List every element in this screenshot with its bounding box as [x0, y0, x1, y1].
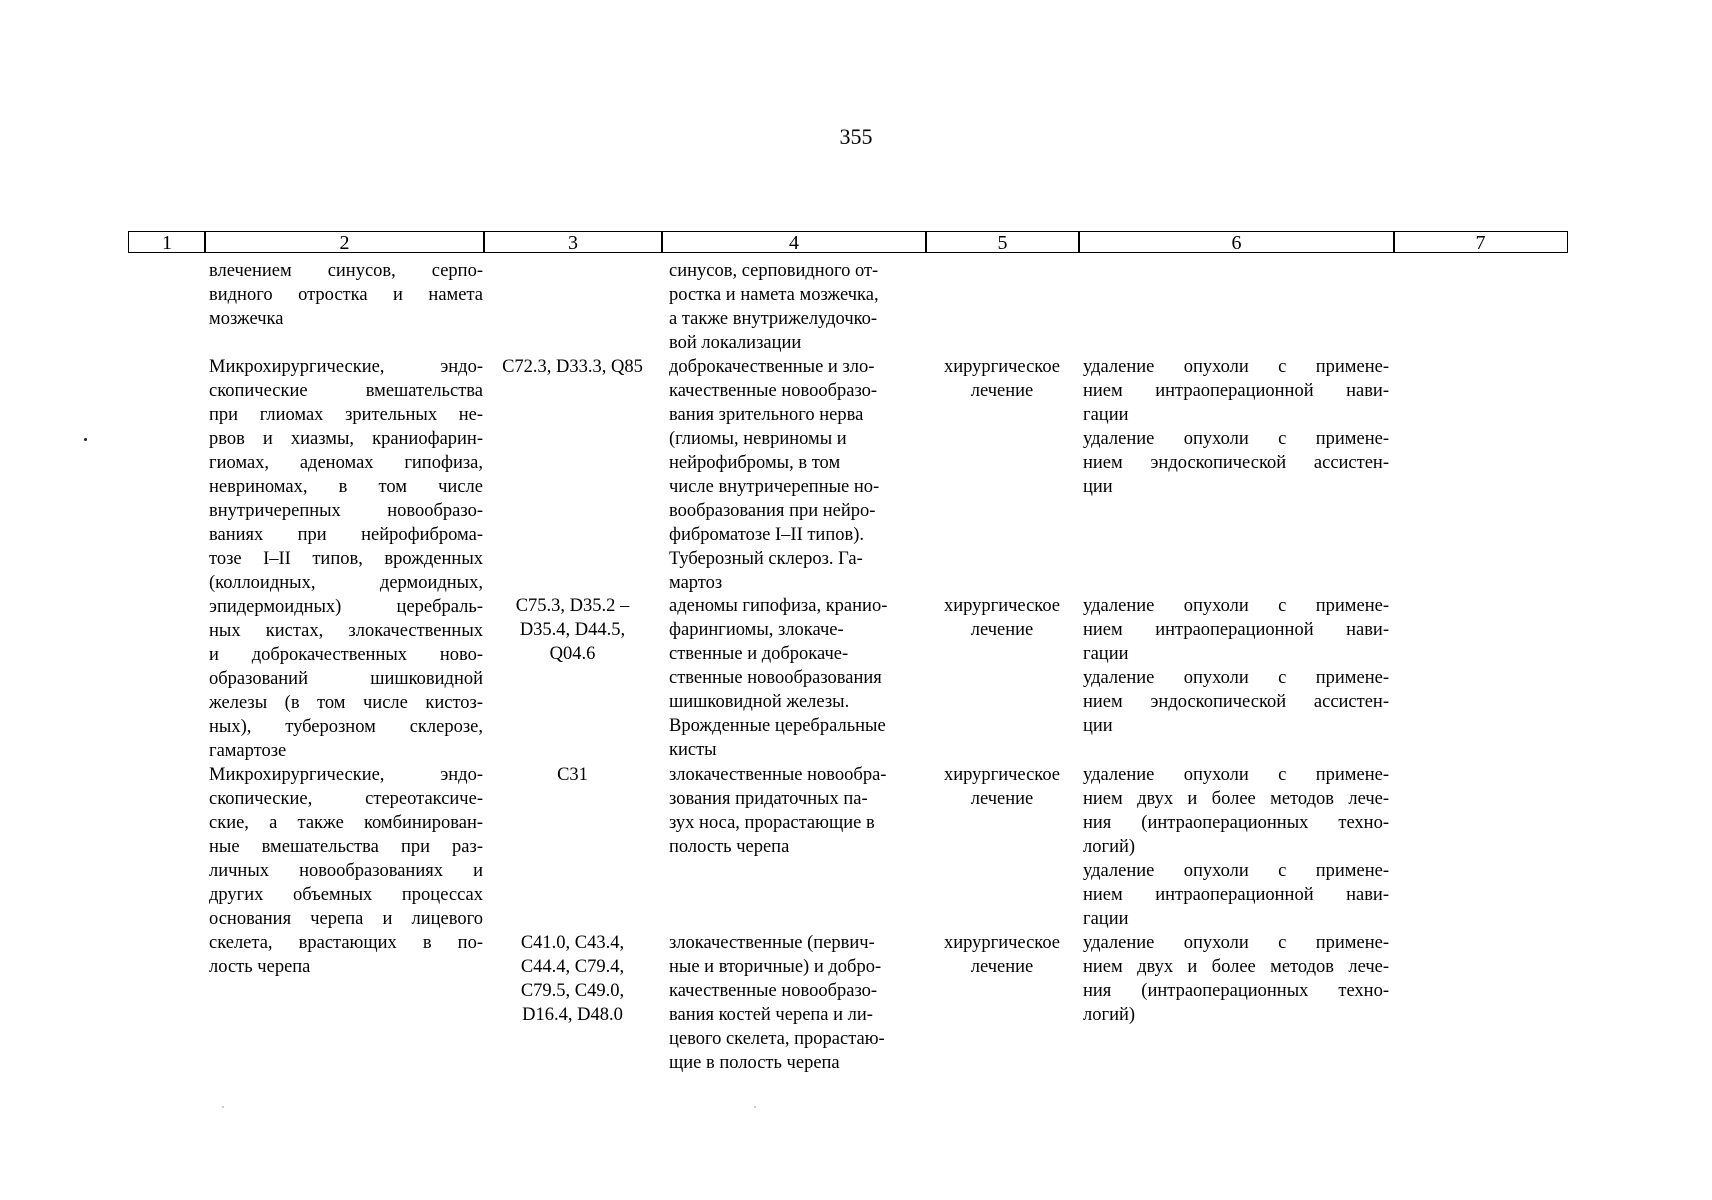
text-line: ния (интраоперационных техно- — [1083, 981, 1389, 1001]
header-cell-2: 2 — [204, 231, 485, 253]
text-line: внутричерепных новообразо- — [209, 501, 483, 521]
header-cell-7: 7 — [1393, 231, 1568, 253]
text-line: ные и вторичные) и добро- — [669, 957, 882, 977]
header-cell-1: 1 — [128, 231, 206, 253]
text-line: ции — [1083, 477, 1113, 497]
text-line: ские, а также комбинирован- — [209, 813, 483, 833]
col2-block-a — [209, 259, 483, 331]
text-line: других объемных процессах — [209, 885, 483, 905]
text-line: личных новообразованиях и — [209, 861, 483, 881]
text-line: эпидермоидных) церебраль- — [209, 597, 483, 617]
header-cell-3: 3 — [483, 231, 663, 253]
text-line: Q04.6 — [549, 644, 596, 664]
col4-row1 — [669, 355, 924, 595]
text-line: нейрофибромы, в том — [669, 453, 841, 473]
text-line: хирургическое — [943, 596, 1061, 616]
text-line: удаление опухоли с примене- — [1083, 765, 1389, 785]
text-line: (коллоидных, дермоидных, — [209, 573, 483, 593]
text-line: зования придаточных па- — [669, 789, 868, 809]
text-line: мозжечка — [209, 309, 284, 329]
text-line: шишковидной железы. — [669, 692, 850, 712]
scan-speck — [222, 1106, 224, 1108]
col2-block-b — [209, 355, 483, 763]
text-line: C31 — [557, 765, 588, 785]
text-line: нием двух и более методов лече- — [1083, 957, 1389, 977]
text-line: мартоз — [669, 573, 723, 593]
col4-row2 — [669, 594, 924, 762]
text-line: D16.4, D48.0 — [522, 1005, 623, 1025]
col4-row0 — [669, 259, 924, 355]
col3-codes-row1 — [490, 355, 655, 379]
text-line: ственные и доброкаче- — [669, 644, 849, 664]
table-header-row — [128, 231, 1568, 257]
text-line: C75.3, D35.2 – — [515, 596, 630, 616]
text-line: хирургическое — [943, 765, 1061, 785]
text-line: кисты — [669, 740, 717, 760]
col5-row2 — [932, 594, 1072, 642]
text-line: удаление опухоли с примене- — [1083, 429, 1389, 449]
text-line: удаление опухоли с примене- — [1083, 933, 1389, 953]
text-line: Врожденные церебральные — [669, 716, 886, 736]
text-line: C44.4, C79.4, — [520, 957, 625, 977]
text-line: ростка и намета мозжечка, — [669, 285, 879, 305]
text-line: цевого скелета, прорастаю- — [669, 1029, 885, 1049]
text-line: влечением синусов, серпо- — [209, 261, 483, 281]
text-line: образований шишковидной — [209, 669, 483, 689]
text-line: хирургическое — [943, 357, 1061, 377]
text-line: качественные новообразо- — [669, 381, 878, 401]
text-line: железы (в том числе кистоз- — [209, 693, 483, 713]
text-line: ваниях при нейрофиброма- — [209, 525, 483, 545]
text-line: вообразования при нейро- — [669, 501, 876, 521]
text-line: лость черепа — [209, 957, 311, 977]
text-line: ных), туберозном склерозе, — [209, 717, 483, 737]
text-line: вания костей черепа и ли- — [669, 1005, 873, 1025]
text-line: лечение — [970, 620, 1034, 640]
text-line: аденомы гипофиза, кранио- — [669, 596, 888, 616]
text-line: C41.0, C43.4, — [520, 933, 625, 953]
text-line: Туберозный склероз. Га- — [669, 549, 863, 569]
text-line: Микрохирургические, эндо- — [209, 765, 483, 785]
text-line: скопические вмешательства — [209, 381, 483, 401]
text-line: рвов и хиазмы, краниофарин- — [209, 429, 483, 449]
text-line: невриномах, в том числе — [209, 477, 483, 497]
text-line: и доброкачественных ново- — [209, 645, 483, 665]
col6-row2 — [1083, 594, 1389, 738]
text-line: удаление опухоли с примене- — [1083, 861, 1389, 881]
text-line: гиомах, аденомах гипофиза, — [209, 453, 483, 473]
text-line: логий) — [1083, 1005, 1136, 1025]
text-line: ные вмешательства при раз- — [209, 837, 483, 857]
col5-row4 — [932, 931, 1072, 979]
col3-codes-row3 — [490, 763, 655, 787]
text-line: фарингиомы, злокаче- — [669, 620, 844, 640]
text-line: видного отростка и намета — [209, 285, 483, 305]
text-line: злокачественные (первич- — [669, 933, 875, 953]
text-line: лечение — [970, 957, 1034, 977]
col5-row1 — [932, 355, 1072, 403]
text-line: тозе I–II типов, врожденных — [209, 549, 483, 569]
text-line: ственные новообразования — [669, 668, 882, 688]
text-line: числе внутричерепные но- — [669, 477, 880, 497]
text-line: ции — [1083, 716, 1113, 736]
text-line: щие в полость черепа — [669, 1053, 840, 1073]
text-line: гации — [1083, 405, 1129, 425]
text-line: при глиомах зрительных не- — [209, 405, 483, 425]
text-line: вой локализации — [669, 333, 802, 353]
text-line: D35.4, D44.5, — [519, 620, 626, 640]
text-line: гамартозе — [209, 741, 287, 761]
text-line: нием интраоперационной нави- — [1083, 620, 1389, 640]
text-line: качественные новообразо- — [669, 981, 878, 1001]
col6-row4 — [1083, 931, 1389, 1027]
text-line: нием интраоперационной нави- — [1083, 885, 1389, 905]
text-line: синусов, серповидного от- — [669, 261, 879, 281]
text-line: хирургическое — [943, 933, 1061, 953]
text-line: вания зрительного нерва — [669, 405, 864, 425]
text-line: скопические, стереотаксиче- — [209, 789, 483, 809]
header-cell-4: 4 — [661, 231, 927, 253]
text-line: а также внутрижелудочко- — [669, 309, 878, 329]
page-number: 355 — [839, 124, 873, 149]
text-line: скелета, врастающих в по- — [209, 933, 483, 953]
text-line: основания черепа и лицевого — [209, 909, 483, 929]
scan-speck — [754, 1106, 756, 1108]
text-line: лечение — [970, 789, 1034, 809]
col5-row3 — [932, 763, 1072, 811]
text-line: ных кистах, злокачественных — [209, 621, 483, 641]
text-line: (глиомы, невриномы и — [669, 429, 847, 449]
text-line: C72.3, D33.3, Q85 — [502, 357, 643, 377]
scan-speck — [84, 438, 87, 441]
text-line: зух носа, прорастающие в — [669, 813, 875, 833]
col4-row3 — [669, 763, 924, 859]
text-line: нием эндоскопической ассистен- — [1083, 692, 1389, 712]
text-line: гации — [1083, 909, 1129, 929]
col6-row3 — [1083, 763, 1389, 931]
col3-codes-row2 — [490, 594, 655, 666]
text-line: доброкачественные и зло- — [669, 357, 875, 377]
text-line: ния (интраоперационных техно- — [1083, 813, 1389, 833]
header-cell-5: 5 — [925, 231, 1080, 253]
text-line: Микрохирургические, эндо- — [209, 357, 483, 377]
text-line: полость черепа — [669, 837, 790, 857]
text-line: нием двух и более методов лече- — [1083, 789, 1389, 809]
text-line: гации — [1083, 644, 1129, 664]
text-line: нием эндоскопической ассистен- — [1083, 453, 1389, 473]
text-line: логий) — [1083, 837, 1136, 857]
text-line: удаление опухоли с примене- — [1083, 596, 1389, 616]
col3-codes-row4 — [490, 931, 655, 1027]
text-line: злокачественные новообра- — [669, 765, 887, 785]
col2-block-c — [209, 763, 483, 979]
text-line: удаление опухоли с примене- — [1083, 357, 1389, 377]
text-line: лечение — [970, 381, 1034, 401]
text-line: фиброматозе I–II типов). — [669, 525, 865, 545]
header-cell-6: 6 — [1078, 231, 1395, 253]
text-line: C79.5, C49.0, — [520, 981, 625, 1001]
text-line: удаление опухоли с примене- — [1083, 668, 1389, 688]
col4-row4 — [669, 931, 924, 1075]
text-line: нием интраоперационной нави- — [1083, 381, 1389, 401]
col6-row1 — [1083, 355, 1389, 499]
